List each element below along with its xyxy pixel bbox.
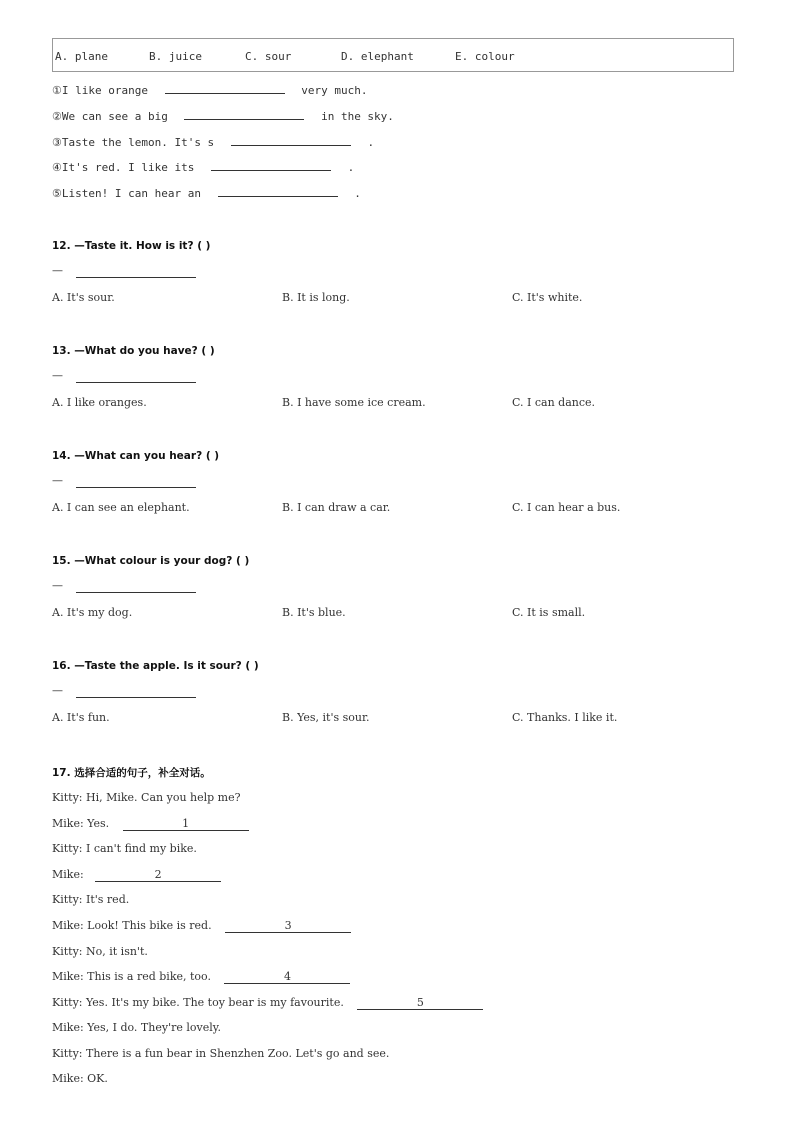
answer-blank[interactable] bbox=[218, 186, 338, 197]
word-option-b: B. juice bbox=[149, 50, 202, 63]
answer-dash: — bbox=[52, 369, 63, 382]
sentence-text: ①I like orange bbox=[52, 84, 148, 97]
dialogue-text: Mike: Yes, I do. They're lovely. bbox=[52, 1021, 221, 1034]
answer-blank[interactable] bbox=[211, 160, 331, 171]
word-option-c: C. sour bbox=[245, 50, 292, 63]
dialogue-text: Mike: Look! This bike is red. bbox=[52, 919, 212, 932]
answer-blank[interactable] bbox=[76, 381, 196, 383]
fill-sentence-4 bbox=[52, 160, 354, 174]
answer-blank[interactable] bbox=[76, 696, 196, 698]
option-a[interactable]: A. I like oranges. bbox=[52, 396, 147, 409]
answer-dash: — bbox=[52, 579, 63, 592]
sentence-text: ③Taste the lemon. It's s bbox=[52, 136, 215, 149]
question-text: —What colour is your dog? ( ) bbox=[74, 555, 250, 567]
word-bank-box bbox=[52, 38, 734, 72]
fill-sentence-1 bbox=[52, 83, 367, 97]
answer-blank-5[interactable]: 5 bbox=[357, 997, 483, 1010]
dialogue-line bbox=[52, 945, 148, 958]
answer-blank-2[interactable]: 2 bbox=[95, 869, 221, 882]
question-text: —What do you have? ( ) bbox=[74, 345, 215, 357]
dialogue-line bbox=[52, 817, 249, 831]
answer-blank-3[interactable]: 3 bbox=[225, 920, 351, 933]
sentence-text: ②We can see a big bbox=[52, 110, 168, 123]
dialogue-text: Mike: This is a red bike, too. bbox=[52, 970, 211, 983]
dialogue-line bbox=[52, 791, 241, 804]
question-number: 15. bbox=[52, 555, 71, 567]
answer-blank[interactable] bbox=[165, 83, 285, 94]
word-option-e: E. colour bbox=[455, 50, 515, 63]
answer-dash: — bbox=[52, 684, 63, 697]
dialogue-line bbox=[52, 1021, 221, 1034]
option-a[interactable]: A. I can see an elephant. bbox=[52, 501, 190, 514]
sentence-text: . bbox=[347, 161, 355, 174]
question-16-prompt bbox=[52, 660, 259, 672]
dialogue-line bbox=[52, 970, 350, 984]
word-option-d: D. elephant bbox=[341, 50, 414, 63]
question-text: —Taste the apple. Is it sour? ( ) bbox=[74, 660, 259, 672]
question-17-title: 17. 选择合适的句子，补全对话。 bbox=[52, 767, 211, 779]
dialogue-line bbox=[52, 1072, 108, 1085]
question-text: —What can you hear? ( ) bbox=[74, 450, 220, 462]
dialogue-line bbox=[52, 996, 483, 1010]
dialogue-text: Kitty: It's red. bbox=[52, 893, 130, 906]
answer-dash: — bbox=[52, 474, 63, 487]
question-15-prompt bbox=[52, 555, 249, 567]
answer-blank[interactable] bbox=[184, 109, 304, 120]
option-b[interactable]: B. It's blue. bbox=[282, 606, 346, 619]
option-a[interactable]: A. It's fun. bbox=[52, 711, 110, 724]
dialogue-text: Kitty: Hi, Mike. Can you help me? bbox=[52, 791, 241, 804]
answer-blank[interactable] bbox=[76, 276, 196, 278]
option-a[interactable]: A. It's sour. bbox=[52, 291, 115, 304]
question-number: 13. bbox=[52, 345, 71, 357]
dialogue-line bbox=[52, 1047, 389, 1060]
fill-sentence-3 bbox=[52, 135, 374, 149]
fill-sentence-2 bbox=[52, 109, 394, 123]
question-number: 12. bbox=[52, 240, 71, 252]
answer-blank-4[interactable]: 4 bbox=[224, 971, 350, 984]
sentence-text: ⑤Listen! I can hear an bbox=[52, 187, 201, 200]
dialogue-line bbox=[52, 842, 197, 855]
dialogue-line bbox=[52, 919, 351, 933]
dialogue-text: Kitty: I can't find my bike. bbox=[52, 842, 197, 855]
option-c[interactable]: C. I can hear a bus. bbox=[512, 501, 621, 514]
answer-dash: — bbox=[52, 264, 63, 277]
option-b[interactable]: B. I can draw a car. bbox=[282, 501, 391, 514]
word-option-a: A. plane bbox=[55, 50, 108, 63]
option-b[interactable]: B. It is long. bbox=[282, 291, 350, 304]
dialogue-text: Kitty: No, it isn't. bbox=[52, 945, 148, 958]
sentence-text: ④It's red. I like its bbox=[52, 161, 195, 174]
question-number: 14. bbox=[52, 450, 71, 462]
answer-blank[interactable] bbox=[76, 486, 196, 488]
dialogue-line bbox=[52, 893, 129, 906]
question-text: —Taste it. How is it? ( ) bbox=[74, 240, 211, 252]
fill-sentence-5 bbox=[52, 186, 361, 200]
option-c[interactable]: C. It is small. bbox=[512, 606, 586, 619]
option-a[interactable]: A. It's my dog. bbox=[52, 606, 133, 619]
option-c[interactable]: C. It's white. bbox=[512, 291, 583, 304]
dialogue-text: Mike: bbox=[52, 868, 84, 881]
question-14-prompt bbox=[52, 450, 219, 462]
dialogue-text: Mike: Yes. bbox=[52, 817, 110, 830]
answer-blank-1[interactable]: 1 bbox=[123, 818, 249, 831]
sentence-text: in the sky. bbox=[321, 110, 394, 123]
question-number: 16. bbox=[52, 660, 71, 672]
question-12-prompt bbox=[52, 240, 210, 252]
option-b[interactable]: B. I have some ice cream. bbox=[282, 396, 426, 409]
sentence-text: . bbox=[367, 136, 375, 149]
answer-blank[interactable] bbox=[76, 591, 196, 593]
sentence-text: very much. bbox=[301, 84, 368, 97]
dialogue-text: Mike: OK. bbox=[52, 1072, 108, 1085]
dialogue-line bbox=[52, 868, 221, 882]
sentence-text: . bbox=[354, 187, 361, 200]
dialogue-text: Kitty: Yes. It's my bike. The toy bear is my favourite. bbox=[52, 996, 344, 1009]
dialogue-text: Kitty: There is a fun bear in Shenzhen Zoo. Let's go and see. bbox=[52, 1047, 390, 1060]
question-13-prompt bbox=[52, 345, 215, 357]
option-b[interactable]: B. Yes, it's sour. bbox=[282, 711, 370, 724]
answer-blank[interactable] bbox=[231, 135, 351, 146]
option-c[interactable]: C. I can dance. bbox=[512, 396, 596, 409]
option-c[interactable]: C. Thanks. I like it. bbox=[512, 711, 618, 724]
